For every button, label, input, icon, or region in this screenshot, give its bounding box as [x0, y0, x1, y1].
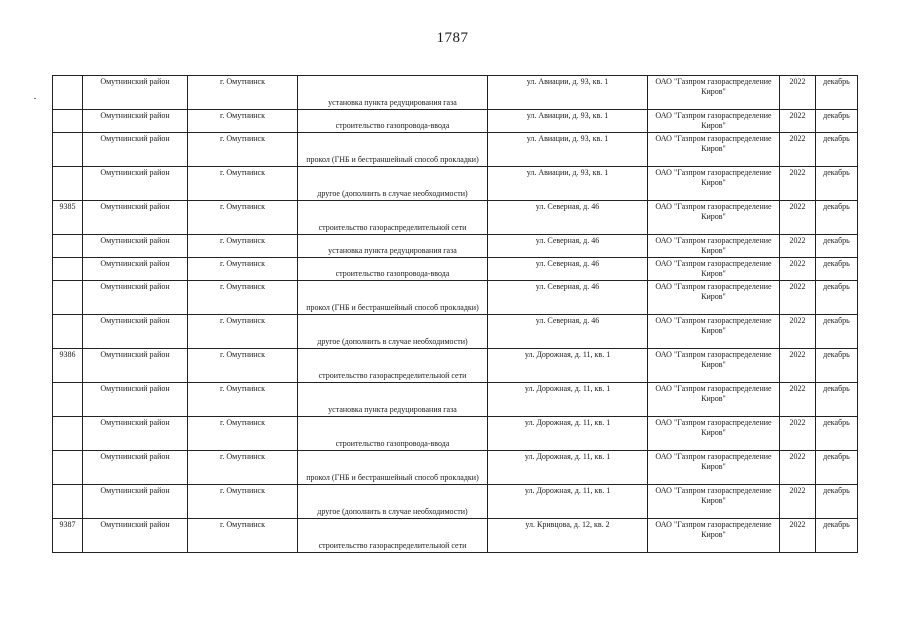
row-number: 9385	[53, 201, 83, 235]
month-cell: декабрь	[816, 519, 858, 553]
work-type-cell: строительство газораспределительной сети	[298, 519, 488, 553]
year-cell: 2022	[780, 281, 816, 315]
address-cell: ул. Авиации, д. 93, кв. 1	[488, 167, 648, 201]
address-cell: ул. Дорожная, д. 11, кв. 1	[488, 349, 648, 383]
work-type-cell: строительство газопровода-ввода	[298, 417, 488, 451]
year-cell: 2022	[780, 519, 816, 553]
year-cell: 2022	[780, 110, 816, 133]
year-cell: 2022	[780, 349, 816, 383]
city-cell: г. Омутнинск	[188, 76, 298, 110]
city-cell: г. Омутнинск	[188, 281, 298, 315]
city-cell: г. Омутнинск	[188, 258, 298, 281]
organization-cell: ОАО "Газпром газораспределение Киров"	[648, 519, 780, 553]
row-number	[53, 76, 83, 110]
district-cell: Омутнинский район	[83, 235, 188, 258]
month-cell: декабрь	[816, 485, 858, 519]
work-type-cell: прокол (ГНБ и бестраншейный способ прокладки)	[298, 133, 488, 167]
year-cell: 2022	[780, 167, 816, 201]
city-cell: г. Омутнинск	[188, 485, 298, 519]
work-type-cell: другое (дополнить в случае необходимости)	[298, 485, 488, 519]
district-cell: Омутнинский район	[83, 315, 188, 349]
address-cell: ул. Авиации, д. 93, кв. 1	[488, 110, 648, 133]
gasification-schedule-table	[52, 75, 858, 553]
city-cell: г. Омутнинск	[188, 451, 298, 485]
year-cell: 2022	[780, 451, 816, 485]
table-row	[53, 451, 858, 485]
work-type-cell: прокол (ГНБ и бестраншейный способ прокладки)	[298, 281, 488, 315]
row-number	[53, 451, 83, 485]
address-cell: ул. Авиации, д. 93, кв. 1	[488, 76, 648, 110]
year-cell: 2022	[780, 258, 816, 281]
organization-cell: ОАО "Газпром газораспределение Киров"	[648, 383, 780, 417]
row-number	[53, 133, 83, 167]
row-number	[53, 383, 83, 417]
table-row	[53, 76, 858, 110]
scan-mark	[34, 98, 36, 99]
address-cell: ул. Северная, д. 46	[488, 258, 648, 281]
district-cell: Омутнинский район	[83, 258, 188, 281]
organization-cell: ОАО "Газпром газораспределение Киров"	[648, 485, 780, 519]
month-cell: декабрь	[816, 201, 858, 235]
month-cell: декабрь	[816, 110, 858, 133]
organization-cell: ОАО "Газпром газораспределение Киров"	[648, 76, 780, 110]
table-row	[53, 383, 858, 417]
work-type-cell: установка пункта редуцирования газа	[298, 383, 488, 417]
year-cell: 2022	[780, 235, 816, 258]
work-type-cell: другое (дополнить в случае необходимости)	[298, 315, 488, 349]
table-row	[53, 235, 858, 258]
organization-cell: ОАО "Газпром газораспределение Киров"	[648, 315, 780, 349]
page-number: 1787	[436, 30, 469, 46]
district-cell: Омутнинский район	[83, 349, 188, 383]
month-cell: декабрь	[816, 235, 858, 258]
year-cell: 2022	[780, 485, 816, 519]
organization-cell: ОАО "Газпром газораспределение Киров"	[648, 133, 780, 167]
table-row	[53, 201, 858, 235]
organization-cell: ОАО "Газпром газораспределение Киров"	[648, 167, 780, 201]
row-number: 9386	[53, 349, 83, 383]
row-number	[53, 417, 83, 451]
address-cell: ул. Дорожная, д. 11, кв. 1	[488, 485, 648, 519]
work-type-cell: строительство газопровода-ввода	[298, 258, 488, 281]
month-cell: декабрь	[816, 167, 858, 201]
address-cell: ул. Северная, д. 46	[488, 235, 648, 258]
row-number	[53, 485, 83, 519]
address-cell: ул. Авиации, д. 93, кв. 1	[488, 133, 648, 167]
district-cell: Омутнинский район	[83, 519, 188, 553]
month-cell: декабрь	[816, 133, 858, 167]
address-cell: ул. Кривцова, д. 12, кв. 2	[488, 519, 648, 553]
city-cell: г. Омутнинск	[188, 349, 298, 383]
organization-cell: ОАО "Газпром газораспределение Киров"	[648, 201, 780, 235]
address-cell: ул. Дорожная, д. 11, кв. 1	[488, 383, 648, 417]
address-cell: ул. Северная, д. 46	[488, 315, 648, 349]
organization-cell: ОАО "Газпром газораспределение Киров"	[648, 451, 780, 485]
month-cell: декабрь	[816, 76, 858, 110]
city-cell: г. Омутнинск	[188, 201, 298, 235]
year-cell: 2022	[780, 383, 816, 417]
city-cell: г. Омутнинск	[188, 383, 298, 417]
work-type-cell: установка пункта редуцирования газа	[298, 235, 488, 258]
row-number: 9387	[53, 519, 83, 553]
row-number	[53, 315, 83, 349]
row-number	[53, 167, 83, 201]
address-cell: ул. Северная, д. 46	[488, 281, 648, 315]
table-row	[53, 167, 858, 201]
table-row	[53, 417, 858, 451]
city-cell: г. Омутнинск	[188, 315, 298, 349]
table-row	[53, 258, 858, 281]
city-cell: г. Омутнинск	[188, 235, 298, 258]
district-cell: Омутнинский район	[83, 417, 188, 451]
city-cell: г. Омутнинск	[188, 167, 298, 201]
district-cell: Омутнинский район	[83, 485, 188, 519]
city-cell: г. Омутнинск	[188, 417, 298, 451]
district-cell: Омутнинский район	[83, 167, 188, 201]
work-type-cell: строительство газопровода-ввода	[298, 110, 488, 133]
month-cell: декабрь	[816, 315, 858, 349]
table-row	[53, 315, 858, 349]
year-cell: 2022	[780, 201, 816, 235]
table-row	[53, 485, 858, 519]
work-type-cell: другое (дополнить в случае необходимости)	[298, 167, 488, 201]
month-cell: декабрь	[816, 349, 858, 383]
district-cell: Омутнинский район	[83, 201, 188, 235]
organization-cell: ОАО "Газпром газораспределение Киров"	[648, 258, 780, 281]
district-cell: Омутнинский район	[83, 133, 188, 167]
organization-cell: ОАО "Газпром газораспределение Киров"	[648, 281, 780, 315]
year-cell: 2022	[780, 417, 816, 451]
month-cell: декабрь	[816, 451, 858, 485]
row-number	[53, 258, 83, 281]
table-row	[53, 349, 858, 383]
row-number	[53, 110, 83, 133]
row-number	[53, 235, 83, 258]
address-cell: ул. Дорожная, д. 11, кв. 1	[488, 451, 648, 485]
month-cell: декабрь	[816, 383, 858, 417]
district-cell: Омутнинский район	[83, 110, 188, 133]
work-type-cell: прокол (ГНБ и бестраншейный способ прокладки)	[298, 451, 488, 485]
district-cell: Омутнинский район	[83, 76, 188, 110]
district-cell: Омутнинский район	[83, 451, 188, 485]
month-cell: декабрь	[816, 258, 858, 281]
table-row	[53, 281, 858, 315]
year-cell: 2022	[780, 133, 816, 167]
work-type-cell: строительство газораспределительной сети	[298, 349, 488, 383]
organization-cell: ОАО "Газпром газораспределение Киров"	[648, 235, 780, 258]
city-cell: г. Омутнинск	[188, 110, 298, 133]
table-row	[53, 519, 858, 553]
address-cell: ул. Дорожная, д. 11, кв. 1	[488, 417, 648, 451]
table-row	[53, 133, 858, 167]
year-cell: 2022	[780, 76, 816, 110]
organization-cell: ОАО "Газпром газораспределение Киров"	[648, 110, 780, 133]
city-cell: г. Омутнинск	[188, 133, 298, 167]
city-cell: г. Омутнинск	[188, 519, 298, 553]
month-cell: декабрь	[816, 417, 858, 451]
organization-cell: ОАО "Газпром газораспределение Киров"	[648, 349, 780, 383]
district-cell: Омутнинский район	[83, 383, 188, 417]
month-cell: декабрь	[816, 281, 858, 315]
district-cell: Омутнинский район	[83, 281, 188, 315]
table-row	[53, 110, 858, 133]
work-type-cell: строительство газораспределительной сети	[298, 201, 488, 235]
work-type-cell: установка пункта редуцирования газа	[298, 76, 488, 110]
organization-cell: ОАО "Газпром газораспределение Киров"	[648, 417, 780, 451]
year-cell: 2022	[780, 315, 816, 349]
row-number	[53, 281, 83, 315]
address-cell: ул. Северная, д. 46	[488, 201, 648, 235]
